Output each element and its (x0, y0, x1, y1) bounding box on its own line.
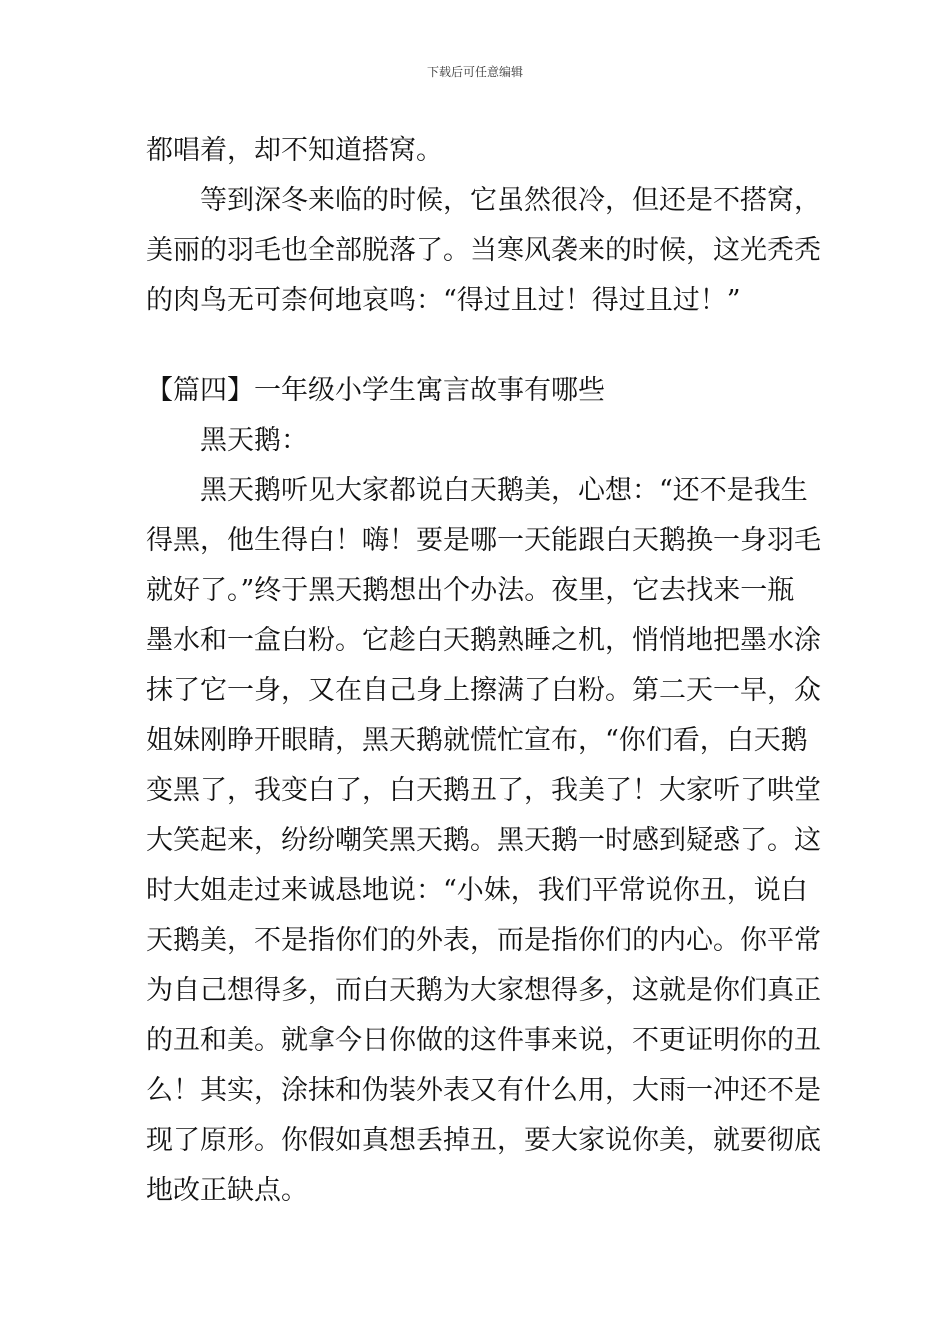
paragraph-line: 的肉鸟无可柰何地哀鸣：“得过且过！得过且过！” (146, 285, 741, 316)
paragraph-line: 的丑和美。就拿今日你做的这件事来说，不更证明你的丑 (146, 1025, 821, 1056)
paragraph-line: 就好了。”终于黑天鹅想出个办法。夜里，它去找来一瓶 (146, 575, 795, 606)
paragraph-line: 得黑，他生得白！嗨！要是哪一天能跟白天鹅换一身羽毛 (146, 525, 821, 556)
paragraph-line: 墨水和一盒白粉。它趁白天鹅熟睡之机，悄悄地把墨水涂 (146, 625, 821, 656)
paragraph-line: 抹了它一身，又在自己身上擦满了白粉。第二天一早，众 (146, 675, 821, 706)
paragraph-line: 黑天鹅听见大家都说白天鹅美，心想：“还不是我生 (200, 475, 808, 506)
paragraph-line: 姐妹刚睁开眼睛，黑天鹅就慌忙宣布，“你们看，白天鹅 (146, 725, 808, 756)
paragraph-line: 现了原形。你假如真想丢掉丑，要大家说你美，就要彻底 (146, 1125, 821, 1156)
section-heading: 【篇四】一年级小学生寓言故事有哪些 (146, 375, 605, 406)
paragraph-line: 时大姐走过来诚恳地说：“小妹，我们平常说你丑，说白 (146, 875, 808, 906)
page-header: 下载后可任意编辑 (426, 65, 523, 79)
paragraph-line: 变黑了，我变白了，白天鹅丑了，我美了！大家听了哄堂 (146, 775, 821, 806)
document-body (146, 126, 821, 1216)
story-title: 黑天鹅： (200, 425, 308, 456)
section-spacer (146, 326, 806, 366)
paragraph-line: 为自己想得多，而白天鹅为大家想得多，这就是你们真正 (146, 975, 821, 1006)
paragraph-line: 大笑起来，纷纷嘲笑黑天鹅。黑天鹅一时感到疑惑了。这 (146, 825, 821, 856)
paragraph-line: 美丽的羽毛也全部脱落了。当寒风袭来的时候，这光秃秃 (146, 235, 821, 266)
paragraph-line: 么！其实，涂抹和伪装外表又有什么用，大雨一冲还不是 (146, 1075, 821, 1106)
paragraph-line: 地改正缺点。 (146, 1175, 308, 1206)
paragraph-line: 等到深冬来临的时候，它虽然很冷，但还是不搭窝， (200, 185, 821, 216)
paragraph-line: 都唱着，却不知道搭窝。 (146, 135, 443, 166)
paragraph-line: 天鹅美，不是指你们的外表，而是指你们的内心。你平常 (146, 925, 821, 956)
